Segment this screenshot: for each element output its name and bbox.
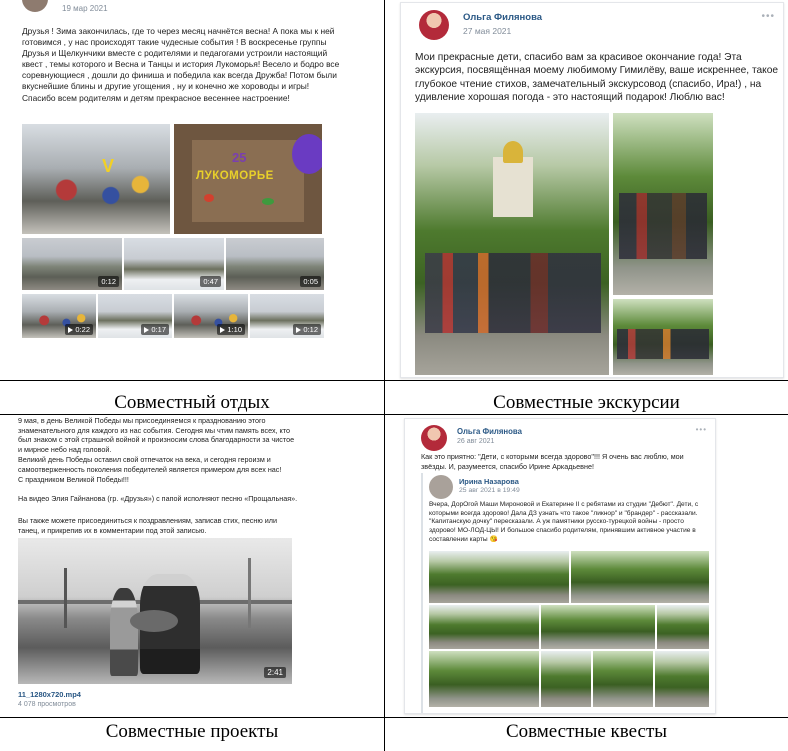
video-file-name[interactable]: 11_1280x720.mp4 (18, 690, 81, 699)
video-thumb[interactable] (226, 238, 324, 290)
vk-post-quest (404, 418, 716, 714)
repost-date[interactable]: 25 авг 2021 в 19:49 (459, 487, 520, 494)
photo-thumb[interactable] (655, 651, 709, 707)
author-name[interactable]: Ольга Филянова (463, 12, 543, 23)
more-options-icon[interactable]: ••• (761, 11, 775, 22)
photo-thumb[interactable] (571, 551, 709, 603)
grid-line (0, 380, 788, 381)
video-duration: 2:41 (264, 667, 286, 678)
repost-text: Вчера, ДорОгой Маши Мироновой и Екатерине II с ребятами из студии "Дебют". Дети, с которыми всегда здорово! Дала ДЗ узнать что такое "ликнор" и "брандер" - рассказали. "Капитанскую дочку" пересказали. А уж памятники русско-турецкой войны - просто здорово! МО-ЛОД-ЦЫ! И большое спасибо родителям, принявшим активное участие в составлении карты 😘 (429, 501, 699, 543)
photo-thumb[interactable] (429, 605, 539, 649)
post-text: Как это приятно: "Дети, с которыми всегда здорово"!!! Я очень вас люблю, мои звёзды. И, разумеется, спасибо Ирине Аркадьевне! (421, 452, 684, 471)
railing-post (248, 558, 251, 628)
caption-joint-excursions: Совместные экскурсии (493, 392, 680, 413)
photo-thumb[interactable] (541, 605, 655, 649)
video-thumb[interactable] (250, 294, 324, 338)
railing-post (64, 568, 67, 628)
dome-icon (503, 141, 523, 163)
video-duration: 0:12 (98, 276, 119, 287)
video-duration: 0:47 (200, 276, 221, 287)
video-thumb[interactable] (22, 238, 122, 290)
photo-crowd-park[interactable] (22, 124, 170, 234)
video-duration: 1:10 (227, 325, 242, 334)
post-date[interactable]: 19 мар 2021 (62, 4, 108, 13)
photo-group-wide[interactable] (613, 299, 713, 375)
photo-group-park[interactable] (613, 113, 713, 295)
group-people (425, 253, 601, 333)
board-word: ЛУКОМОРЬЕ (196, 170, 274, 182)
group-people (619, 193, 707, 259)
photo-thumb[interactable] (657, 605, 709, 649)
guitar-icon (130, 610, 178, 632)
caption-joint-projects: Совместные проекты (105, 721, 279, 742)
post-text-paragraph: Вы также можете присоединиться к поздравлениям, записав стих, песню или танец, и прикрепив их в комментарии под этой записью. (18, 516, 277, 535)
video-thumb[interactable] (22, 294, 96, 338)
video-thumb[interactable] (98, 294, 172, 338)
grid-line (384, 0, 385, 751)
repost-block (421, 473, 713, 713)
video-thumb[interactable] (174, 294, 248, 338)
vk-post-excursion (400, 2, 784, 378)
author-avatar[interactable] (22, 0, 48, 12)
caption-joint-rest: Совместный отдых (114, 392, 270, 413)
video-thumb[interactable] (124, 238, 224, 290)
video-player[interactable] (18, 538, 292, 684)
repost-author-name[interactable]: Ирина Назарова (459, 477, 519, 486)
photo-lukomorye-board[interactable] (174, 124, 322, 234)
grid-line (0, 414, 788, 415)
author-avatar[interactable] (421, 425, 447, 451)
play-icon (296, 327, 301, 333)
grid-line (0, 717, 788, 718)
post-text-paragraph: С праздником Великой Победы!!! (18, 475, 129, 484)
photo-thumb[interactable] (541, 651, 591, 707)
post-text: Мои прекрасные дети, спасибо вам за красивое окончание года! Эта экскурсия, посвящённая моему любимому Гимилёву, ваше искреннее, такое глубокое чтение стихов, замечательный экскурсовод (спасибо, Ира!) , на удивление хорошая погода - это настоящий подарок! Люблю вас! (415, 52, 779, 104)
person-girl (110, 588, 138, 676)
post-text-paragraph: Великий день Победы оставил свой отпечаток на века, и сегодня героизм и самоотверженность поколения победителей является примером для всех нас! (18, 455, 282, 474)
leaf-icon (204, 194, 214, 202)
yellow-decoration-icon: V (102, 156, 115, 176)
board-number: 25 (232, 150, 247, 165)
leaf-icon (262, 198, 274, 205)
post-date[interactable]: 26 авг 2021 (457, 438, 495, 445)
photo-cathedral-group[interactable] (415, 113, 609, 375)
vk-post-rest (14, 0, 344, 345)
vk-post-project (14, 412, 302, 712)
video-duration: 0:17 (151, 325, 166, 334)
photo-thumb[interactable] (429, 651, 539, 707)
more-options-icon[interactable]: ••• (695, 425, 707, 434)
cathedral-icon (493, 157, 533, 217)
repost-author-avatar[interactable] (429, 475, 453, 499)
post-text-paragraph: На видео Элия Гайнанова (гр. «Друзья») с папой исполняют песню «Прощальная». (18, 494, 298, 503)
post-text-paragraph: 9 мая, в день Великой Победы мы присоединяемся к празднованию этого знаменательного для каждого из нас события. Сегодня мы чтим память всех, кто был знаком с этой страшной войной и произносим слова благодарности за чистое и мирное небо над головой. (18, 416, 295, 454)
post-text: Друзья ! Зима закончилась, где то через месяц начнётся весна! А пока мы к ней готовимся , у нас происходят такие чудесные события ! В воскресенье группы Друзья и Щелкунчики вместе с родителями и педагогами устроили настоящий квест , темы которого и Весна и Танцы и история Лукоморья! Весело и бодро все соревнующиеся , дошли до финиша и победила как всегда Дружба! Потом были вкуснейшие блины и другие угощения , ну и конечно же хороводы и игры! Спасибо всем родителям и детям прекрасное весеннее настроение! (22, 26, 340, 103)
group-people (617, 329, 709, 359)
video-duration: 0:22 (75, 325, 90, 334)
video-views: 4 078 просмотров (18, 701, 76, 708)
photo-thumb[interactable] (429, 551, 569, 603)
play-icon (144, 327, 149, 333)
caption-joint-quests: Совместные квесты (505, 721, 668, 742)
play-icon (220, 327, 225, 333)
author-name[interactable]: Ольга Филянова (457, 427, 522, 436)
post-date[interactable]: 27 мая 2021 (463, 26, 512, 36)
play-icon (68, 327, 73, 333)
author-avatar[interactable] (419, 10, 449, 40)
video-duration: 0:12 (303, 325, 318, 334)
balloon-icon (292, 134, 322, 174)
photo-thumb[interactable] (593, 651, 653, 707)
video-duration: 0:05 (300, 276, 321, 287)
